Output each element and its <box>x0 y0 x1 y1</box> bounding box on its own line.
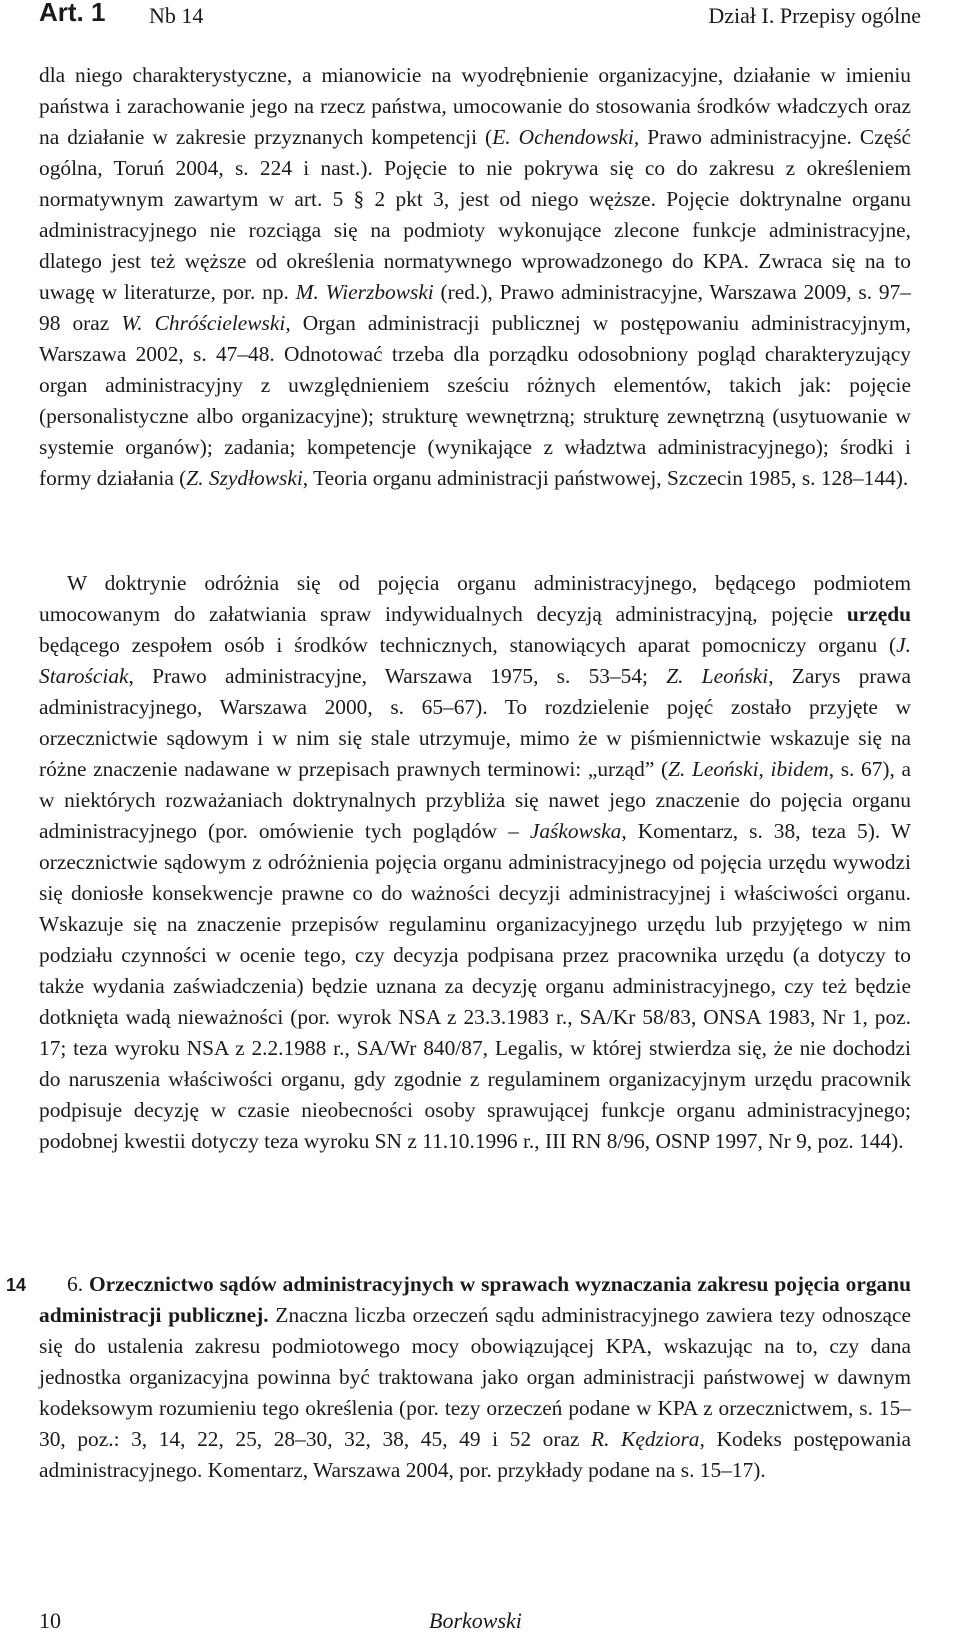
section-number: 6. <box>67 1272 89 1296</box>
citation-author: M. Wierzbowski <box>295 280 434 304</box>
citation-author: Z. Leoński <box>668 757 759 781</box>
citation-ibidem: ibidem <box>770 757 829 781</box>
text-run: Znaczna liczba orzeczeń sądu administracyjnego zawiera tezy odnoszące się do ustalenia zakresu podmiotowego mocy obowiązującej KPA, wskazując na to, czy dana jednostka organizacyjna powinna być traktowana jako organ administracji państwowej w dawnym kodeksowym rozumieniu tego określenia (por. tezy orzeczeń podane w KPA z orzecznictwem, s. 15–30, poz.: 3, 14, 22, 25, 28–30, 32, 38, 45, 49 i 52 oraz <box>39 1303 911 1451</box>
text-run: , <box>758 757 771 781</box>
text-run: , Komentarz, s. 38, teza 5). W orzecznictwie sądowym z odróżnienia pojęcia organu administracyjnego od pojęcia urzędu wywodzi się doniosłe konsekwencje prawne co do ważności decyzji administracyjnej i właściwości organu. Wskazuje się na znaczenie przepisów regulaminu organizacyjnego urzędu lub przyjętego w nim podziału czynności w ocenie tego, czy decyzja podpisana przez pracownika urzędu (a dotyczy to także wydania zaświadczenia) będzie uznana za decyzję organu administracyjnego, czy też będzie dotknięta wadą nieważności (por. wyrok NSA z 23.3.1983 r., SA/Kr 58/83, ONSA 1983, Nr 1, poz. 17; teza wyroku NSA z 2.2.1988 r., SA/Wr 840/87, Legalis, w której stwierdza się, że nie dochodzi do naruszenia właściwości organu, gdy zgodnie z regulaminem organizacyjnym urzędu pracownik podpisuje decyzję w czasie nieobecności osoby sprawującej funkcje organu administracyjnego; podobnej kwestii dotyczy teza wyroku SN z 11.10.1996 r., III RN 8/96, OSNP 1997, Nr 9, poz. 144). <box>39 819 911 1153</box>
article-label: Art. 1 <box>39 0 106 27</box>
bold-term: urzędu <box>846 602 911 626</box>
citation-author: Z. Szydłowski <box>186 466 303 490</box>
text-run: W doktrynie odróżnia się od pojęcia organu administracyjnego, będącego podmiotem umocowanym do załatwiania spraw indywidualnych decyzją administracyjną, pojęcie <box>39 571 911 626</box>
running-header <box>39 0 921 34</box>
paragraph-1 <box>39 60 911 494</box>
citation-author: Jaśkowska <box>529 819 622 843</box>
page-footer <box>39 1608 921 1642</box>
note-number: Nb 14 <box>149 3 204 28</box>
citation-author: E. Ochendowski, <box>492 125 640 149</box>
text-run: , Kodeks postępowania administracyjnego. Komentarz, Warszawa 2004, por. przykłady podane na s. 15–17). <box>39 1427 912 1482</box>
text-run: , Prawo administracyjne, Warszawa 1975, s. 53–54; <box>128 664 667 688</box>
citation-author: Z. Leoński <box>666 664 769 688</box>
text-run: (red.), Prawo administracyjne, Warszawa 2009, s. 97–98 oraz <box>39 280 911 335</box>
text-run: , Organ administracji publicznej w postępowaniu administracyjnym, Warszawa 2002, s. 47–48. Odnotować trzeba dla porządku odosobniony pogląd charakteryzujący organ administracyjny z uwzględnieniem sześciu różnych elementów, takich jak: pojęcie (personalistyczne albo organizacyjne); strukturę wewnętrzną; strukturę zewnętrzną (usytuowanie w systemie organów); zadania; kompetencje (wynikające z władztwa administracyjnego); środki i formy działania ( <box>39 311 911 490</box>
author-name: Borkowski <box>429 1608 522 1633</box>
paragraph-2 <box>39 568 911 1157</box>
text-run: Prawo administracyjne. Część ogólna, Toruń 2004, s. 224 i nast.). Pojęcie to nie pokrywa się co do zakresu z określeniem normatywnym zawartym w art. 5 § 2 pkt 3, jest od niego węższe. Pojęcie doktrynalne organu administracyjnego nie rozciąga się na podmioty wykonujące zlecone funkcje administracyjne, dlatego jest też węższe od określenia normatywnego wprowadzonego do KPA. Zwraca się na to uwagę w literaturze, por. np. <box>39 125 912 304</box>
text-run: będącego zespołem osób i środków technicznych, stanowiących aparat pomocniczy organu ( <box>39 633 897 657</box>
section-title: Dział I. Przepisy ogólne <box>708 3 921 28</box>
citation-author: J. Starościak <box>39 633 911 688</box>
paragraph-3 <box>39 1269 911 1486</box>
page-number: 10 <box>39 1608 61 1633</box>
margin-number: 14 <box>6 1275 27 1295</box>
citation-author: W. Chróścielewski <box>121 311 286 335</box>
text-run: , s. 67), a w niektórych rozważaniach doktrynalnych przybliża się nawet jego znaczenie do pojęcia organu administracyjnego (por. omówienie tych poglądów – <box>39 757 911 843</box>
text-run: , Teoria organu administracji państwowej, Szczecin 1985, s. 128–144). <box>302 466 909 490</box>
text-run: , Zarys prawa administracyjnego, Warszawa 2000, s. 65–67). To rozdzielenie pojęć zostało przyjęte w orzecznictwie sądowym i w nim się stale utrzymuje, mimo że w piśmiennictwie wskazuje się na różne znaczenie nadawane w przepisach prawnych terminowi: „urząd” ( <box>39 664 911 781</box>
text-run: dla niego charakterystyczne, a mianowicie na wyodrębnienie organizacyjne, działanie w imieniu państwa i zarachowanie jego na rzecz państwa, umocowanie do stosowania środków władczych oraz na działanie w zakresie przyznanych kompetencji ( <box>39 63 911 149</box>
section-heading: Orzecznictwo sądów administracyjnych w sprawach wyznaczania zakresu pojęcia organu administracji publicznej. <box>39 1272 911 1327</box>
citation-author: R. Kędziora <box>591 1427 700 1451</box>
